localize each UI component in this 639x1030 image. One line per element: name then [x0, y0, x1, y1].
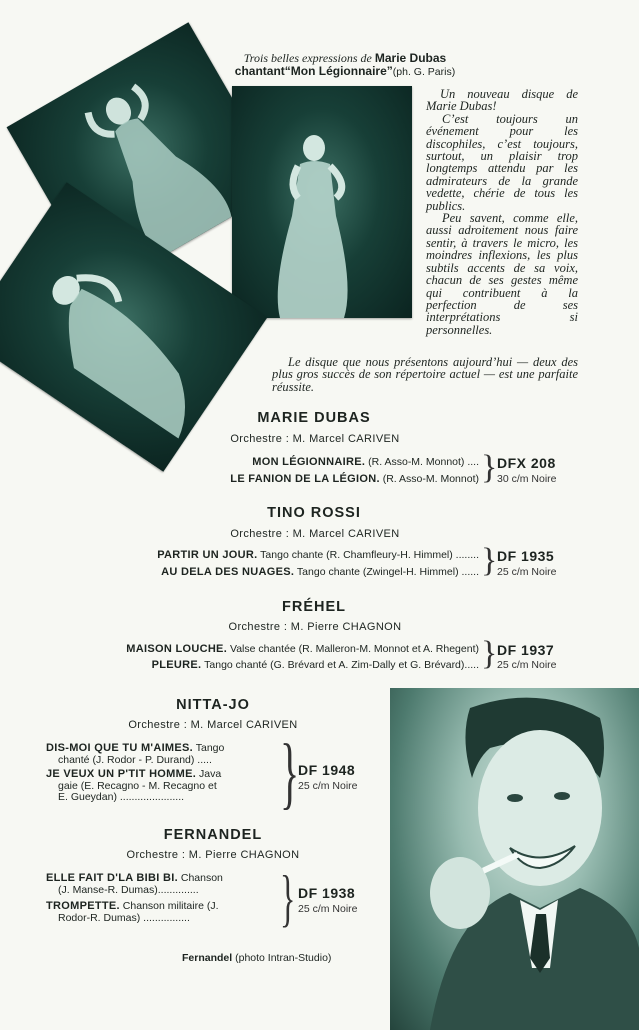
track-title: AU DELA DES NUAGES. [161, 566, 295, 578]
artist-marie-dubas: MARIE DUBAS [257, 410, 371, 426]
track-credit-cont: (J. Manse-R. Dumas).............. [58, 883, 199, 896]
track-title: PLEURE. [151, 659, 202, 671]
track-credit-cont: Rodor-R. Dumas) ................ [58, 911, 190, 924]
track-credit: (R. Asso-M. Monnot) .... [365, 456, 479, 468]
orchestra-fernandel: Orchestre : M. Pierre CHAGNON [126, 849, 300, 861]
credit-text: (photo Intran-Studio) [232, 952, 332, 964]
track-credit: Chanson militaire (J. [119, 900, 219, 912]
track-credit: (R. Asso-M. Monnot) [379, 473, 479, 485]
intro-p2: C’est toujours un événement pour les discophiles, c’est toujours, surtout, un plaisir trop longtemps attendu par les admirateurs de la grande vedette, chérie de tous les publics. [426, 111, 578, 213]
track-credit: Java [196, 768, 222, 780]
catalog-df-1948: DF 1948 [298, 762, 356, 778]
track-credit-cont: gaie (E. Recagno - M. Recagno et [58, 779, 217, 792]
track-credit: Tango chante (R. Chamfleury-H. Himmel) ........ [257, 549, 479, 561]
artist-fernandel: FERNANDEL [163, 827, 263, 843]
brace: } [481, 449, 498, 486]
fernandel-photo-credit [182, 952, 331, 964]
catalog-df-1935: DF 1935 [497, 548, 555, 564]
artist-frehel: FRÉHEL [282, 599, 346, 615]
track-title: MON LÉGIONNAIRE. [252, 456, 366, 468]
track-elle-fait [46, 873, 280, 896]
track-maison-louche [126, 643, 479, 655]
track-au-dela-des-nuages [161, 566, 479, 578]
caption-song: chantant“Mon Légionnaire” [234, 64, 393, 78]
credit-name: Fernandel [182, 952, 233, 964]
orchestra-frehel: Orchestre : M. Pierre CHAGNON [228, 621, 402, 633]
brace: } [481, 542, 498, 579]
intro-closing [272, 356, 578, 393]
catalog-dfx-208: DFX 208 [497, 455, 556, 471]
catalog-df-1938: DF 1938 [298, 885, 356, 901]
track-je-veux [46, 769, 280, 804]
track-title: MAISON LOUCHE. [126, 643, 228, 655]
format-dfx-208: 30 c/m Noire [497, 473, 557, 485]
track-credit-cont: E. Gueydan) ...................... [58, 791, 185, 803]
format-df-1938: 25 c/m Noire [298, 903, 358, 915]
track-pleure [152, 659, 479, 671]
track-credit: Tango chanté (G. Brévard et A. Zim-Dally et G. Brévard)..... [201, 659, 479, 671]
orchestra-marie-dubas: Orchestre : M. Marcel CARIVEN [230, 433, 400, 445]
track-credit: Valse chantée (R. Malleron-M. Monnot et A. Rhegent) [227, 643, 479, 655]
intro-p3: Peu savent, comme elle, aussi adroitement nous faire sentir, à travers le micro, les moindres inflexions, les plus subtils accents de sa voix, chacun de ses gestes même qui contribuent à la perfection de ses interprétations si personnelles. [426, 211, 578, 337]
photo-caption [210, 52, 480, 79]
caption-name: Marie Dubas [374, 51, 447, 65]
brace: } [481, 635, 498, 672]
format-df-1948: 25 c/m Noire [298, 780, 358, 792]
track-title: TROMPETTE. [46, 900, 120, 912]
track-title: DIS-MOI QUE TU M'AIMES. [46, 742, 194, 754]
track-credit: Chanson [177, 872, 223, 884]
format-df-1937: 25 c/m Noire [497, 659, 557, 671]
brace: } [280, 729, 300, 817]
format-df-1935: 25 c/m Noire [497, 566, 557, 578]
intro-p1: Un nouveau disque de Marie Dubas! [426, 87, 578, 114]
caption-text: Trois belles expressions de [243, 51, 375, 65]
fernandel-photo [390, 688, 639, 1030]
track-credit: Tango chante (Zwingel-H. Himmel) ...... [294, 566, 479, 578]
artist-nitta-jo: NITTA-JO [176, 697, 250, 713]
track-le-fanion [230, 473, 479, 485]
orchestra-tino-rossi: Orchestre : M. Marcel CARIVEN [230, 528, 400, 540]
intro-p4: Le disque que nous présentons aujourd’hui — deux des plus gros succès de son répertoire actuel — est une parfaite réussite. [272, 355, 578, 394]
marie-dubas-photo-2 [232, 86, 412, 318]
track-mon-legionnaire [252, 456, 479, 468]
artist-tino-rossi: TINO ROSSI [267, 505, 361, 521]
intro-column [426, 88, 578, 336]
track-trompette [46, 901, 280, 924]
track-partir-un-jour [157, 549, 479, 561]
track-title: LE FANION DE LA LÉGION. [230, 473, 380, 485]
orchestra-nitta-jo: Orchestre : M. Marcel CARIVEN [128, 719, 298, 731]
track-title: ELLE FAIT D'LA BIBI BI. [46, 872, 178, 884]
brace: } [280, 862, 296, 933]
catalog-df-1937: DF 1937 [497, 642, 555, 658]
track-credit: Tango [193, 742, 225, 754]
track-dis-moi [46, 743, 280, 766]
track-title: PARTIR UN JOUR. [157, 549, 258, 561]
caption-credit: (ph. G. Paris) [392, 66, 456, 78]
track-title: JE VEUX UN P'TIT HOMME. [46, 768, 197, 780]
track-credit-cont: chanté (J. Rodor - P. Durand) ..... [58, 753, 212, 766]
